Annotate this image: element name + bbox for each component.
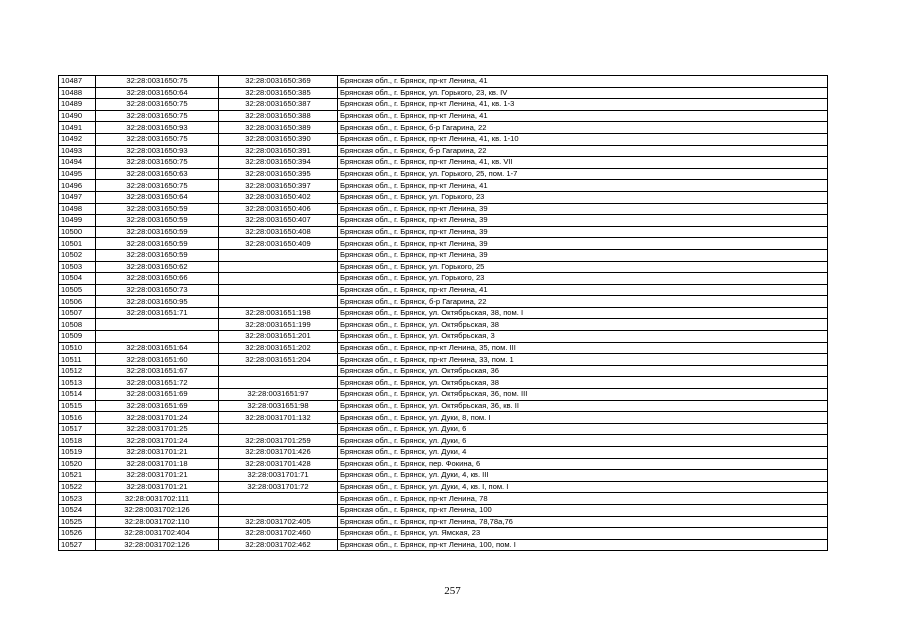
row-number-cell: 10499 [59,215,96,227]
registry-table-body [59,76,828,551]
parcel-cadastral-number-cell: 32:28:0031701:24 [96,435,219,447]
row-number-cell: 10516 [59,412,96,424]
object-cadastral-number-cell: 32:28:0031650:385 [219,87,338,99]
parcel-cadastral-number-cell: 32:28:0031651:64 [96,342,219,354]
table-row [59,458,828,470]
row-number-cell: 10492 [59,133,96,145]
table-row [59,342,828,354]
table-row [59,331,828,343]
object-cadastral-number-cell: 32:28:0031650:388 [219,110,338,122]
parcel-cadastral-number-cell: 32:28:0031702:126 [96,504,219,516]
parcel-cadastral-number-cell: 32:28:0031702:126 [96,539,219,551]
row-number-cell: 10512 [59,365,96,377]
object-cadastral-number-cell: 32:28:0031701:132 [219,412,338,424]
address-cell: Брянская обл., г. Брянск, ул. Горького, 25, пом. 1-7 [338,168,828,180]
table-row [59,226,828,238]
row-number-cell: 10520 [59,458,96,470]
parcel-cadastral-number-cell: 32:28:0031650:75 [96,99,219,111]
parcel-cadastral-number-cell: 32:28:0031701:21 [96,481,219,493]
object-cadastral-number-cell: 32:28:0031650:389 [219,122,338,134]
parcel-cadastral-number-cell: 32:28:0031701:21 [96,470,219,482]
row-number-cell: 10519 [59,447,96,459]
row-number-cell: 10493 [59,145,96,157]
parcel-cadastral-number-cell: 32:28:0031650:59 [96,238,219,250]
object-cadastral-number-cell: 32:28:0031650:391 [219,145,338,157]
row-number-cell: 10514 [59,389,96,401]
object-cadastral-number-cell [219,377,338,389]
address-cell: Брянская обл., г. Брянск, ул. Октябрьская, 36, кв. II [338,400,828,412]
table-row [59,157,828,169]
parcel-cadastral-number-cell: 32:28:0031702:404 [96,528,219,540]
address-cell: Брянская обл., г. Брянск, пр-кт Ленина, 100, пом. I [338,539,828,551]
table-row [59,284,828,296]
address-cell: Брянская обл., г. Брянск, пр-кт Ленина, 33, пом. 1 [338,354,828,366]
table-row [59,145,828,157]
object-cadastral-number-cell [219,284,338,296]
address-cell: Брянская обл., г. Брянск, ул. Горького, 23 [338,273,828,285]
table-row [59,400,828,412]
parcel-cadastral-number-cell: 32:28:0031650:75 [96,110,219,122]
parcel-cadastral-number-cell: 32:28:0031650:64 [96,191,219,203]
table-row [59,249,828,261]
object-cadastral-number-cell: 32:28:0031701:71 [219,470,338,482]
parcel-cadastral-number-cell: 32:28:0031650:95 [96,296,219,308]
table-row [59,87,828,99]
object-cadastral-number-cell: 32:28:0031650:394 [219,157,338,169]
object-cadastral-number-cell: 32:28:0031650:402 [219,191,338,203]
row-number-cell: 10523 [59,493,96,505]
address-cell: Брянская обл., г. Брянск, ул. Октябрьская, 3 [338,331,828,343]
parcel-cadastral-number-cell: 32:28:0031650:59 [96,249,219,261]
address-cell: Брянская обл., г. Брянск, ул. Горького, 23 [338,191,828,203]
address-cell: Брянская обл., г. Брянск, б-р Гагарина, 22 [338,122,828,134]
object-cadastral-number-cell [219,249,338,261]
object-cadastral-number-cell: 32:28:0031651:201 [219,331,338,343]
object-cadastral-number-cell [219,504,338,516]
parcel-cadastral-number-cell: 32:28:0031650:59 [96,203,219,215]
address-cell: Брянская обл., г. Брянск, б-р Гагарина, 22 [338,145,828,157]
row-number-cell: 10494 [59,157,96,169]
address-cell: Брянская обл., г. Брянск, пр-кт Ленина, 41, кв. 1-10 [338,133,828,145]
parcel-cadastral-number-cell: 32:28:0031651:72 [96,377,219,389]
row-number-cell: 10505 [59,284,96,296]
row-number-cell: 10497 [59,191,96,203]
table-row [59,539,828,551]
parcel-cadastral-number-cell: 32:28:0031701:18 [96,458,219,470]
row-number-cell: 10500 [59,226,96,238]
row-number-cell: 10489 [59,99,96,111]
object-cadastral-number-cell: 32:28:0031651:97 [219,389,338,401]
table-row [59,238,828,250]
parcel-cadastral-number-cell: 32:28:0031701:24 [96,412,219,424]
address-cell: Брянская обл., г. Брянск, ул. Октябрьская, 36, пом. III [338,389,828,401]
table-row [59,365,828,377]
parcel-cadastral-number-cell: 32:28:0031650:75 [96,133,219,145]
table-row [59,133,828,145]
address-cell: Брянская обл., г. Брянск, ул. Дуки, 6 [338,435,828,447]
address-cell: Брянская обл., г. Брянск, пр-кт Ленина, 41, кв. 1-3 [338,99,828,111]
object-cadastral-number-cell [219,423,338,435]
row-number-cell: 10502 [59,249,96,261]
row-number-cell: 10524 [59,504,96,516]
row-number-cell: 10507 [59,307,96,319]
object-cadastral-number-cell: 32:28:0031651:199 [219,319,338,331]
table-row [59,191,828,203]
address-cell: Брянская обл., г. Брянск, ул. Октябрьская, 36 [338,365,828,377]
object-cadastral-number-cell: 32:28:0031650:369 [219,76,338,88]
object-cadastral-number-cell: 32:28:0031650:397 [219,180,338,192]
table-row [59,261,828,273]
address-cell: Брянская обл., г. Брянск, пр-кт Ленина, 41 [338,110,828,122]
address-cell: Брянская обл., г. Брянск, пр-кт Ленина, 39 [338,215,828,227]
row-number-cell: 10506 [59,296,96,308]
address-cell: Брянская обл., г. Брянск, ул. Дуки, 8, пом. I [338,412,828,424]
table-row [59,122,828,134]
object-cadastral-number-cell: 32:28:0031702:405 [219,516,338,528]
object-cadastral-number-cell: 32:28:0031650:390 [219,133,338,145]
object-cadastral-number-cell [219,296,338,308]
parcel-cadastral-number-cell: 32:28:0031702:110 [96,516,219,528]
address-cell: Брянская обл., г. Брянск, ул. Октябрьская, 38 [338,319,828,331]
address-cell: Брянская обл., г. Брянск, ул. Дуки, 4, кв. III [338,470,828,482]
parcel-cadastral-number-cell: 32:28:0031650:73 [96,284,219,296]
parcel-cadastral-number-cell: 32:28:0031701:21 [96,447,219,459]
parcel-cadastral-number-cell: 32:28:0031650:66 [96,273,219,285]
object-cadastral-number-cell: 32:28:0031702:460 [219,528,338,540]
object-cadastral-number-cell [219,273,338,285]
object-cadastral-number-cell: 32:28:0031701:259 [219,435,338,447]
table-row [59,319,828,331]
table-row [59,528,828,540]
row-number-cell: 10525 [59,516,96,528]
table-row [59,504,828,516]
table-row [59,180,828,192]
object-cadastral-number-cell: 32:28:0031651:204 [219,354,338,366]
table-row [59,307,828,319]
parcel-cadastral-number-cell: 32:28:0031651:67 [96,365,219,377]
parcel-cadastral-number-cell: 32:28:0031650:64 [96,87,219,99]
parcel-cadastral-number-cell: 32:28:0031701:25 [96,423,219,435]
cadastral-registry-table [58,75,828,551]
table-row [59,493,828,505]
parcel-cadastral-number-cell: 32:28:0031650:93 [96,145,219,157]
table-row [59,354,828,366]
object-cadastral-number-cell: 32:28:0031650:409 [219,238,338,250]
parcel-cadastral-number-cell: 32:28:0031702:111 [96,493,219,505]
table-row [59,423,828,435]
object-cadastral-number-cell: 32:28:0031650:407 [219,215,338,227]
parcel-cadastral-number-cell [96,319,219,331]
table-row [59,447,828,459]
address-cell: Брянская обл., г. Брянск, пр-кт Ленина, 39 [338,226,828,238]
table-row [59,389,828,401]
object-cadastral-number-cell: 32:28:0031651:198 [219,307,338,319]
address-cell: Брянская обл., г. Брянск, пр-кт Ленина, 78 [338,493,828,505]
row-number-cell: 10496 [59,180,96,192]
object-cadastral-number-cell [219,365,338,377]
address-cell: Брянская обл., г. Брянск, пр-кт Ленина, 41 [338,284,828,296]
table-row [59,516,828,528]
registry-table-container [58,75,828,551]
object-cadastral-number-cell [219,261,338,273]
address-cell: Брянская обл., г. Брянск, ул. Дуки, 4, кв. I, пом. I [338,481,828,493]
address-cell: Брянская обл., г. Брянск, пр-кт Ленина, 41, кв. VII [338,157,828,169]
row-number-cell: 10488 [59,87,96,99]
table-row [59,168,828,180]
row-number-cell: 10491 [59,122,96,134]
table-row [59,76,828,88]
address-cell: Брянская обл., г. Брянск, ул. Ямская, 23 [338,528,828,540]
object-cadastral-number-cell: 32:28:0031701:426 [219,447,338,459]
parcel-cadastral-number-cell [96,331,219,343]
object-cadastral-number-cell: 32:28:0031650:387 [219,99,338,111]
table-row [59,296,828,308]
parcel-cadastral-number-cell: 32:28:0031650:63 [96,168,219,180]
address-cell: Брянская обл., г. Брянск, б-р Гагарина, 22 [338,296,828,308]
row-number-cell: 10527 [59,539,96,551]
table-row [59,273,828,285]
parcel-cadastral-number-cell: 32:28:0031650:59 [96,215,219,227]
table-row [59,412,828,424]
table-row [59,110,828,122]
parcel-cadastral-number-cell: 32:28:0031651:60 [96,354,219,366]
row-number-cell: 10504 [59,273,96,285]
parcel-cadastral-number-cell: 32:28:0031651:69 [96,389,219,401]
address-cell: Брянская обл., г. Брянск, пр-кт Ленина, 78,78а,76 [338,516,828,528]
parcel-cadastral-number-cell: 32:28:0031650:93 [96,122,219,134]
object-cadastral-number-cell: 32:28:0031701:428 [219,458,338,470]
table-row [59,99,828,111]
row-number-cell: 10490 [59,110,96,122]
address-cell: Брянская обл., г. Брянск, пр-кт Ленина, 41 [338,76,828,88]
address-cell: Брянская обл., г. Брянск, пр-кт Ленина, 39 [338,203,828,215]
address-cell: Брянская обл., г. Брянск, пер. Фокина, 6 [338,458,828,470]
object-cadastral-number-cell: 32:28:0031650:395 [219,168,338,180]
parcel-cadastral-number-cell: 32:28:0031650:59 [96,226,219,238]
parcel-cadastral-number-cell: 32:28:0031650:75 [96,180,219,192]
address-cell: Брянская обл., г. Брянск, ул. Октябрьская, 38, пом. I [338,307,828,319]
object-cadastral-number-cell: 32:28:0031650:406 [219,203,338,215]
row-number-cell: 10518 [59,435,96,447]
row-number-cell: 10495 [59,168,96,180]
row-number-cell: 10510 [59,342,96,354]
object-cadastral-number-cell: 32:28:0031651:202 [219,342,338,354]
row-number-cell: 10513 [59,377,96,389]
address-cell: Брянская обл., г. Брянск, пр-кт Ленина, 100 [338,504,828,516]
parcel-cadastral-number-cell: 32:28:0031650:75 [96,157,219,169]
row-number-cell: 10503 [59,261,96,273]
object-cadastral-number-cell: 32:28:0031701:72 [219,481,338,493]
row-number-cell: 10511 [59,354,96,366]
table-row [59,203,828,215]
address-cell: Брянская обл., г. Брянск, ул. Горького, 25 [338,261,828,273]
row-number-cell: 10522 [59,481,96,493]
object-cadastral-number-cell: 32:28:0031702:462 [219,539,338,551]
row-number-cell: 10517 [59,423,96,435]
address-cell: Брянская обл., г. Брянск, ул. Дуки, 6 [338,423,828,435]
row-number-cell: 10501 [59,238,96,250]
address-cell: Брянская обл., г. Брянск, пр-кт Ленина, 41 [338,180,828,192]
table-row [59,470,828,482]
parcel-cadastral-number-cell: 32:28:0031651:69 [96,400,219,412]
address-cell: Брянская обл., г. Брянск, ул. Октябрьская, 38 [338,377,828,389]
row-number-cell: 10509 [59,331,96,343]
table-row [59,481,828,493]
table-row [59,435,828,447]
object-cadastral-number-cell: 32:28:0031651:98 [219,400,338,412]
address-cell: Брянская обл., г. Брянск, пр-кт Ленина, 35, пом. III [338,342,828,354]
row-number-cell: 10508 [59,319,96,331]
page-number: 257 [444,585,461,597]
row-number-cell: 10521 [59,470,96,482]
table-row [59,215,828,227]
address-cell: Брянская обл., г. Брянск, ул. Горького, 23, кв. IV [338,87,828,99]
object-cadastral-number-cell [219,493,338,505]
parcel-cadastral-number-cell: 32:28:0031651:71 [96,307,219,319]
row-number-cell: 10487 [59,76,96,88]
address-cell: Брянская обл., г. Брянск, пр-кт Ленина, 39 [338,238,828,250]
address-cell: Брянская обл., г. Брянск, пр-кт Ленина, 39 [338,249,828,261]
object-cadastral-number-cell: 32:28:0031650:408 [219,226,338,238]
address-cell: Брянская обл., г. Брянск, ул. Дуки, 4 [338,447,828,459]
row-number-cell: 10526 [59,528,96,540]
parcel-cadastral-number-cell: 32:28:0031650:75 [96,76,219,88]
row-number-cell: 10498 [59,203,96,215]
table-row [59,377,828,389]
row-number-cell: 10515 [59,400,96,412]
parcel-cadastral-number-cell: 32:28:0031650:62 [96,261,219,273]
